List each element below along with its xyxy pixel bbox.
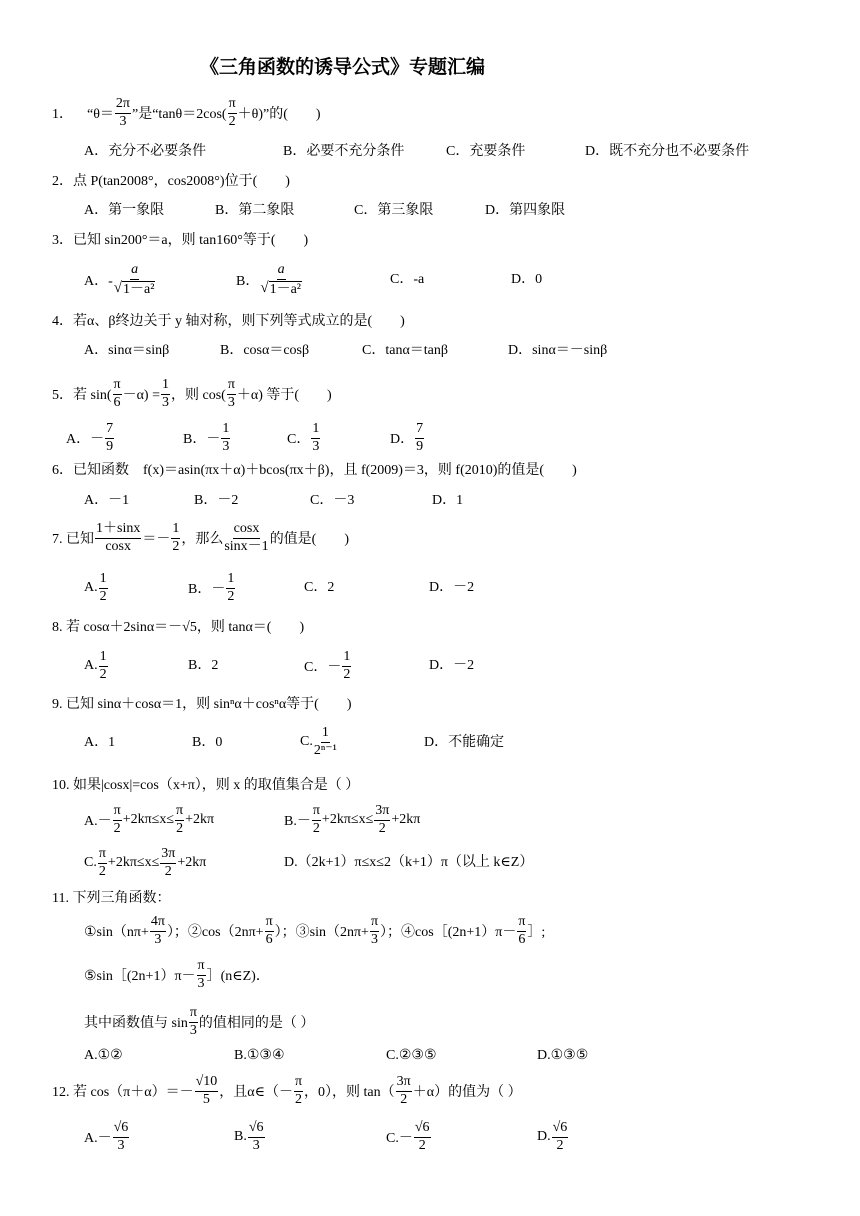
option-b[interactable]: B．－ 1 3 xyxy=(183,420,230,454)
fraction: $\frac{4\pi}{3}$ xyxy=(150,913,165,947)
fraction: 1 2 xyxy=(343,648,351,682)
option-c[interactable]: C． 1 3 xyxy=(287,420,320,454)
fraction: $\frac{\pi}{6}$ xyxy=(265,913,273,947)
option-a[interactable]: A．充分不必要条件 xyxy=(84,144,207,159)
option-d[interactable]: D．既不充分也不必要条件 xyxy=(585,144,750,159)
fraction: $\frac{1}{3}$ xyxy=(161,376,169,410)
option-b[interactable]: B．－ 1 2 xyxy=(188,570,235,604)
option-d[interactable]: D．不能确定 xyxy=(424,735,505,750)
fraction: 7 9 xyxy=(106,420,114,454)
option-a[interactable]: A．sinα＝sinβ xyxy=(84,343,170,358)
fraction: 1 2 xyxy=(99,648,107,682)
option-a[interactable]: A．第一象限 xyxy=(84,203,165,218)
fraction: √6 3 xyxy=(113,1119,129,1153)
option-b[interactable]: B．必要不充分条件 xyxy=(283,144,405,159)
question-11-question-line: 其中函数值与 sin π 3 的值相同的是（ ） xyxy=(84,1004,315,1038)
option-b[interactable]: B．第二象限 xyxy=(215,203,295,218)
question-3-stem: 3．已知 sin200°＝a，则 tan160°等于( ) xyxy=(52,233,309,248)
fraction: π 3 xyxy=(197,957,205,991)
option-c[interactable]: C.－ √6 2 xyxy=(386,1119,430,1153)
fraction: 1 3 xyxy=(312,420,320,454)
fraction: a √ 1－a² xyxy=(260,261,301,297)
fraction: 1 2 xyxy=(227,570,235,604)
option-d[interactable]: D．0 xyxy=(511,272,543,287)
option-c[interactable]: C．第三象限 xyxy=(354,203,434,218)
fraction: 1 2ⁿ⁻¹ xyxy=(313,724,337,758)
option-c[interactable]: C．tanα＝tanβ xyxy=(362,343,449,358)
fraction: π 2 xyxy=(228,95,236,129)
fraction: √6 2 xyxy=(552,1119,568,1153)
question-1-stem: 1． “θ＝ 2π 3 ”是“tanθ＝2cos( π 2 ＋θ)”的( ) xyxy=(52,95,321,129)
option-a[interactable]: A．- a √ 1－a² xyxy=(84,261,155,297)
option-b[interactable]: B． a √ 1－a² xyxy=(236,261,301,297)
fraction: 1 3 xyxy=(222,420,230,454)
option-b[interactable]: B. √6 3 xyxy=(234,1119,264,1153)
option-a[interactable]: A．－1 xyxy=(84,493,130,508)
option-a[interactable]: A. 1 2 xyxy=(84,570,107,604)
option-c[interactable]: C．－ 1 2 xyxy=(304,648,351,682)
fraction: π 6 xyxy=(518,913,526,947)
question-11-list-line-1: ①sin（nπ+ $\frac{4\pi}{3}$ ）；②cos（2nπ+ $\frac{\pi}{6}$ ）；③sin（2nπ+ $\frac{\pi}{3}$ ）；④cos［(2n+1）π－ π 6 ］; xyxy=(84,913,546,947)
option-c[interactable]: C．2 xyxy=(304,580,335,595)
question-5-stem: 5．若 sin( π 6 －α) = $\frac{1}{3}$ ，则 cos( π 3 ＋α) 等于( ) xyxy=(52,376,332,410)
fraction: a √ 1－a² xyxy=(113,261,155,297)
question-10-stem: 10. 如果|cosx|=cos（x+π），则 x 的取值集合是（ ） xyxy=(52,778,360,793)
fraction: $\frac{3\pi}{2}$ xyxy=(375,802,390,836)
option-a[interactable]: A．－ 7 9 xyxy=(66,420,114,454)
fraction: $\frac{\pi}{3}$ xyxy=(370,913,379,947)
option-c[interactable]: C. π 2 +2kπ≤x≤ $\frac{3\pi}{2}$ +2kπ xyxy=(84,845,207,879)
fraction: $\frac{\pi}{2}$ xyxy=(176,802,184,836)
option-b[interactable]: B.①③④ xyxy=(234,1048,285,1063)
option-d[interactable]: D．第四象限 xyxy=(485,203,566,218)
fraction: π 2 xyxy=(294,1073,303,1107)
fraction: π 3 xyxy=(227,376,235,410)
question-11-list-line-2: ⑤sin［(2n+1）π－ π 3 ］(n∈Z)． xyxy=(84,957,270,991)
option-c[interactable]: C. 1 2ⁿ⁻¹ xyxy=(300,724,337,758)
option-b[interactable]: B.－ π 2 +2kπ≤x≤ $\frac{3\pi}{2}$ +2kπ xyxy=(284,802,421,836)
option-c[interactable]: C．充要条件 xyxy=(446,144,526,159)
fraction: 7 9 xyxy=(416,420,424,454)
fraction: 1 2 xyxy=(172,520,180,554)
page-title: 《三角函数的诱导公式》专题汇编 xyxy=(200,56,486,78)
fraction: √6 2 xyxy=(414,1119,430,1153)
fraction: $\frac{3\pi}{2}$ xyxy=(161,845,176,879)
option-d[interactable]: D． 7 9 xyxy=(390,420,424,454)
fraction: 1＋sinx cosx xyxy=(96,520,141,554)
fraction: 1 2 xyxy=(99,570,107,604)
option-d[interactable]: D．1 xyxy=(432,493,464,508)
fraction: π 2 xyxy=(98,845,106,879)
question-2-stem: 2．点 P(tan2008°，cos2008°)位于( ) xyxy=(52,174,290,189)
option-b[interactable]: B．2 xyxy=(188,658,219,673)
fraction: √10 5 xyxy=(195,1073,218,1107)
fraction: π 3 xyxy=(189,1004,197,1038)
question-4-stem: 4．若α、β终边关于 y 轴对称，则下列等式成立的是( ) xyxy=(52,314,405,329)
fraction: 2π 3 xyxy=(115,95,130,129)
option-a[interactable]: A.－ π 2 +2kπ≤x≤ $\frac{\pi}{2}$ +2kπ xyxy=(84,802,215,836)
fraction: √6 3 xyxy=(248,1119,264,1153)
option-a[interactable]: A. 1 2 xyxy=(84,648,107,682)
option-c[interactable]: C．－3 xyxy=(310,493,355,508)
question-8-stem: 8. 若 cosα＋2sinα＝－√5，则 tanα＝( ) xyxy=(52,620,305,635)
fraction: π 6 xyxy=(113,376,121,410)
option-a[interactable]: A．1 xyxy=(84,735,116,750)
option-b[interactable]: B．0 xyxy=(192,735,223,750)
option-b[interactable]: B．－2 xyxy=(194,493,239,508)
option-d[interactable]: D.①③⑤ xyxy=(537,1048,589,1063)
option-d[interactable]: D. √6 2 xyxy=(537,1119,568,1153)
option-d[interactable]: D．－2 xyxy=(429,580,475,595)
option-d[interactable]: D．sinα＝－sinβ xyxy=(508,343,608,358)
question-7-stem: 7. 已知 1＋sinx cosx ＝－ 1 2 ，那么 cosx sinx－1 的值是( ) xyxy=(52,520,350,554)
fraction: 3π 2 xyxy=(396,1073,411,1107)
question-11-stem: 11. 下列三角函数： xyxy=(52,891,171,906)
option-a[interactable]: A.－ √6 3 xyxy=(84,1119,129,1153)
option-a[interactable]: A.①② xyxy=(84,1048,123,1063)
option-b[interactable]: B．cosα＝cosβ xyxy=(220,343,310,358)
question-6-stem: 6．已知函数 f(x)＝asin(πx＋α)＋bcos(πx＋β)，且 f(2009)＝3，则 f(2010)的值是( ) xyxy=(52,463,577,478)
option-d[interactable]: D．－2 xyxy=(429,658,475,673)
fraction: π 2 xyxy=(113,802,121,836)
option-c[interactable]: C.②③⑤ xyxy=(386,1048,437,1063)
fraction: cosx sinx－1 xyxy=(224,520,269,554)
question-12-stem: 12. 若 cos（π＋α）＝－ √10 5 ，且α∈（－ π 2 ，0），则 tan（ 3π 2 ＋α）的值为（ ） xyxy=(52,1073,522,1107)
fraction: π 2 xyxy=(312,802,320,836)
option-c[interactable]: C．-a xyxy=(390,272,425,287)
question-9-stem: 9. 已知 sinα＋cosα＝1，则 sinⁿα＋cosⁿα等于( ) xyxy=(52,697,352,712)
option-d[interactable]: D.（2k+1）π≤x≤2（k+1）π（以上 k∈Z） xyxy=(284,855,534,870)
